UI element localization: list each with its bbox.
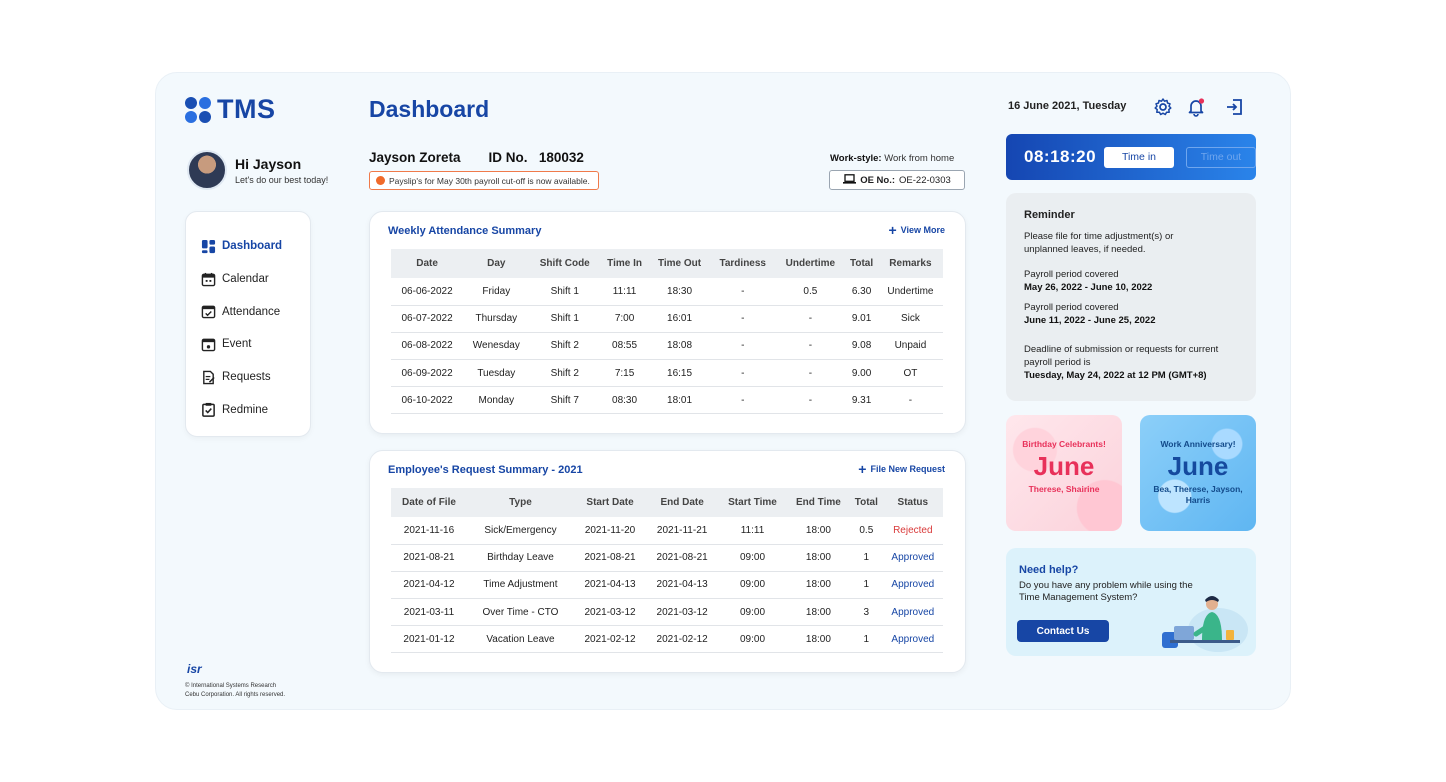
logout-icon[interactable] xyxy=(1225,97,1245,117)
table-cell: 0.5 xyxy=(776,278,846,305)
sidebar-item-label: Attendance xyxy=(222,305,281,318)
workstyle-value: Work from home xyxy=(884,153,955,164)
redmine-icon xyxy=(201,402,216,417)
table-cell: 18:00 xyxy=(787,544,850,571)
sidebar-item-dashboard[interactable] xyxy=(201,230,310,263)
sidebar-item-attendance[interactable] xyxy=(201,295,310,328)
table-row[interactable] xyxy=(391,305,943,332)
table-cell: 11:11 xyxy=(718,517,787,544)
time-clock-panel xyxy=(1006,134,1256,180)
status-badge: Approved xyxy=(883,571,943,598)
attendance-column-header: Time Out xyxy=(649,249,710,278)
table-cell: 08:55 xyxy=(600,332,649,359)
copyright-line: © International Systems Research xyxy=(185,683,277,689)
attendance-column-header: Undertime xyxy=(776,249,846,278)
period2-value: June 11, 2022 - June 25, 2022 xyxy=(1024,315,1156,326)
greeting-subtitle: Let's do our best today! xyxy=(235,174,329,185)
oe-label: OE No.: xyxy=(860,174,896,186)
table-cell: 2021-08-21 xyxy=(574,544,646,571)
employee-info xyxy=(369,150,584,165)
birthday-names: Therese, Shairine xyxy=(1028,484,1100,494)
table-cell: 11:11 xyxy=(600,278,649,305)
table-cell: 2021-11-21 xyxy=(646,517,718,544)
clock-display: 08:18:20 xyxy=(1024,147,1097,166)
plus-icon: + xyxy=(858,461,867,477)
table-cell: Shift 1 xyxy=(530,278,601,305)
user-greeting xyxy=(187,150,328,190)
table-cell: 16:01 xyxy=(649,305,710,332)
table-cell: 18:00 xyxy=(787,517,850,544)
reminder-title: Reminder xyxy=(1024,209,1075,221)
table-cell: 2021-02-12 xyxy=(646,626,718,653)
table-cell: Sick xyxy=(878,305,943,332)
help-text: Do you have any problem while using the Time Management System? xyxy=(1019,580,1193,603)
employee-id xyxy=(489,150,584,165)
status-badge: Rejected xyxy=(883,517,943,544)
table-cell: Thursday xyxy=(463,305,529,332)
table-cell: 0.5 xyxy=(850,517,883,544)
table-cell: 09:00 xyxy=(718,599,787,626)
reminder-text: Please file for time adjustment(s) or unplanned leaves, if needed. xyxy=(1024,231,1174,255)
id-value: 180032 xyxy=(538,150,584,165)
table-cell: 18:00 xyxy=(787,571,850,598)
time-in-button[interactable]: Time in xyxy=(1104,147,1174,168)
requests-column-header: Status xyxy=(883,488,943,517)
gear-icon[interactable] xyxy=(1153,97,1173,117)
sidebar-item-label: Event xyxy=(222,338,252,351)
table-cell: 18:00 xyxy=(787,626,850,653)
calendar-icon xyxy=(201,272,216,287)
period1-value: May 26, 2022 - June 10, 2022 xyxy=(1024,282,1153,293)
birthday-label: Birthday Celebrants! xyxy=(1022,439,1106,449)
table-cell: - xyxy=(710,360,776,387)
requests-column-header: Type xyxy=(467,488,574,517)
work-anniversary-card[interactable] xyxy=(1140,415,1256,531)
attendance-table xyxy=(391,249,943,414)
table-cell: 09:00 xyxy=(718,571,787,598)
table-cell: 2021-03-12 xyxy=(574,599,646,626)
table-cell: 09:00 xyxy=(718,544,787,571)
table-cell: Shift 2 xyxy=(530,360,601,387)
table-cell: 18:08 xyxy=(649,332,710,359)
table-cell: Monday xyxy=(463,387,529,414)
table-row[interactable] xyxy=(391,571,943,598)
sidebar-item-label: Calendar xyxy=(222,273,269,286)
table-cell: 9.31 xyxy=(845,387,878,414)
sidebar-item-requests[interactable] xyxy=(201,361,310,394)
plus-icon: + xyxy=(888,222,897,238)
table-cell: 2021-08-21 xyxy=(391,544,467,571)
workstyle-label: Work-style: xyxy=(830,153,882,164)
avatar[interactable] xyxy=(187,150,227,190)
table-cell: 06-08-2022 xyxy=(391,332,463,359)
table-cell: Unpaid xyxy=(878,332,943,359)
table-cell: Time Adjustment xyxy=(467,571,574,598)
table-cell: 2021-01-12 xyxy=(391,626,467,653)
attendance-icon xyxy=(201,304,216,319)
period2-label: Payroll period covered xyxy=(1024,302,1119,313)
anniversary-names: Bea, Therese, Jayson, Harris xyxy=(1153,484,1243,505)
table-cell: Birthday Leave xyxy=(467,544,574,571)
logo-text: TMS xyxy=(217,94,276,124)
attendance-card xyxy=(369,211,966,434)
attendance-column-header: Remarks xyxy=(878,249,943,278)
request-table xyxy=(391,488,943,653)
table-cell: 1 xyxy=(850,626,883,653)
table-cell: 2021-04-13 xyxy=(646,571,718,598)
table-cell: 1 xyxy=(850,544,883,571)
time-out-button[interactable]: Time out xyxy=(1186,147,1256,168)
table-cell: 2021-03-12 xyxy=(646,599,718,626)
table-cell: 06-09-2022 xyxy=(391,360,463,387)
table-cell: 09:00 xyxy=(718,626,787,653)
table-cell: 2021-04-13 xyxy=(574,571,646,598)
sidebar-item-label: Redmine xyxy=(222,403,269,416)
table-row[interactable] xyxy=(391,387,943,414)
table-cell: - xyxy=(710,305,776,332)
copyright xyxy=(185,682,315,700)
table-row[interactable] xyxy=(391,599,943,626)
deadline-value: Tuesday, May 24, 2022 at 12 PM (GMT+8) xyxy=(1024,370,1207,381)
requests-icon xyxy=(201,370,216,385)
payslip-notice[interactable] xyxy=(369,171,599,190)
anniversary-label: Work Anniversary! xyxy=(1160,439,1236,449)
table-row[interactable] xyxy=(391,626,943,653)
period1-label: Payroll period covered xyxy=(1024,269,1119,280)
table-cell: 3 xyxy=(850,599,883,626)
table-cell: Friday xyxy=(463,278,529,305)
attendance-column-header: Total xyxy=(845,249,878,278)
table-cell: 7:15 xyxy=(600,360,649,387)
id-label: ID No. xyxy=(488,150,528,165)
notice-text: Payslip's for May 30th payroll cut-off is now available. xyxy=(389,175,590,186)
table-cell: - xyxy=(776,332,846,359)
table-cell: 18:30 xyxy=(649,278,710,305)
requests-column-header: Date of File xyxy=(391,488,467,517)
table-cell: 08:30 xyxy=(600,387,649,414)
request-summary-title: Employee's Request Summary - 2021 xyxy=(388,464,583,476)
table-cell: - xyxy=(710,278,776,305)
current-date: 16 June 2021, Tuesday xyxy=(1008,100,1127,112)
table-cell: 16:15 xyxy=(649,360,710,387)
table-cell: Over Time - CTO xyxy=(467,599,574,626)
table-cell: Shift 1 xyxy=(530,305,601,332)
request-summary-card xyxy=(369,450,966,673)
table-cell: - xyxy=(710,387,776,414)
sidebar-item-label: Requests xyxy=(222,371,271,384)
status-badge: Approved xyxy=(883,626,943,653)
table-cell: 9.08 xyxy=(845,332,878,359)
greeting-text: Hi Jayson xyxy=(235,155,302,172)
support-illustration-icon xyxy=(1156,590,1248,654)
requests-column-header: Start Date xyxy=(574,488,646,517)
table-row[interactable] xyxy=(391,278,943,305)
attendance-column-header: Date xyxy=(391,249,463,278)
table-row[interactable] xyxy=(391,332,943,359)
table-cell: Tuesday xyxy=(463,360,529,387)
laptop-icon xyxy=(843,174,856,187)
table-cell: Vacation Leave xyxy=(467,626,574,653)
table-cell: 2021-02-12 xyxy=(574,626,646,653)
help-title: Need help? xyxy=(1019,564,1079,576)
table-row[interactable] xyxy=(391,360,943,387)
attendance-column-header: Tardiness xyxy=(710,249,776,278)
attendance-column-header: Time In xyxy=(600,249,649,278)
table-cell: 9.01 xyxy=(845,305,878,332)
alert-icon xyxy=(376,176,385,185)
bell-icon[interactable] xyxy=(1186,97,1206,117)
table-cell: - xyxy=(776,387,846,414)
view-more-link[interactable] xyxy=(888,222,945,238)
sidebar-item-event[interactable] xyxy=(201,328,310,361)
isr-logo: isr xyxy=(187,662,202,676)
tms-logo[interactable] xyxy=(185,94,276,125)
dashboard-icon xyxy=(201,239,216,254)
table-row[interactable] xyxy=(391,544,943,571)
table-row[interactable] xyxy=(391,517,943,544)
table-cell: 06-06-2022 xyxy=(391,278,463,305)
deadline-label: Deadline of submission or requests for current payroll period is xyxy=(1024,344,1219,368)
birthday-month: June xyxy=(1033,451,1095,481)
birthday-celebrants-card[interactable] xyxy=(1006,415,1122,531)
logo-mark-icon xyxy=(185,97,211,123)
employee-name: Jayson Zoreta xyxy=(369,150,461,165)
oe-badge xyxy=(829,170,965,190)
page-title: Dashboard xyxy=(369,96,490,122)
attendance-title: Weekly Attendance Summary xyxy=(388,225,542,237)
view-more-label: View More xyxy=(900,225,945,235)
file-new-request-label: File New Request xyxy=(870,464,945,474)
requests-column-header: Start Time xyxy=(718,488,787,517)
copyright-line: Cebu Corporation. All rights reserved. xyxy=(185,692,286,698)
attendance-column-header: Shift Code xyxy=(530,249,601,278)
requests-column-header: End Time xyxy=(787,488,850,517)
table-cell: 2021-11-16 xyxy=(391,517,467,544)
sidebar-item-calendar[interactable] xyxy=(201,263,310,296)
table-cell: OT xyxy=(878,360,943,387)
table-cell: 2021-04-12 xyxy=(391,571,467,598)
oe-value: OE-22-0303 xyxy=(899,174,951,186)
table-cell: - xyxy=(878,387,943,414)
table-cell: Undertime xyxy=(878,278,943,305)
table-cell: 2021-03-11 xyxy=(391,599,467,626)
table-cell: 06-10-2022 xyxy=(391,387,463,414)
anniversary-month: June xyxy=(1167,451,1229,481)
table-cell: 2021-11-20 xyxy=(574,517,646,544)
table-cell: Sick/Emergency xyxy=(467,517,574,544)
table-cell: 1 xyxy=(850,571,883,598)
attendance-column-header: Day xyxy=(463,249,529,278)
sidebar-nav xyxy=(185,211,311,437)
table-cell: - xyxy=(776,360,846,387)
status-badge: Approved xyxy=(883,599,943,626)
table-cell: Shift 7 xyxy=(530,387,601,414)
requests-column-header: Total xyxy=(850,488,883,517)
table-cell: 18:01 xyxy=(649,387,710,414)
requests-column-header: End Date xyxy=(646,488,718,517)
file-new-request-link[interactable] xyxy=(858,461,945,477)
reminder-panel xyxy=(1006,193,1256,401)
table-cell: 2021-08-21 xyxy=(646,544,718,571)
table-cell: 9.00 xyxy=(845,360,878,387)
table-cell: 18:00 xyxy=(787,599,850,626)
table-cell: 7:00 xyxy=(600,305,649,332)
sidebar-item-redmine[interactable] xyxy=(201,393,310,426)
workstyle xyxy=(830,153,954,164)
table-cell: Shift 2 xyxy=(530,332,601,359)
table-cell: 06-07-2022 xyxy=(391,305,463,332)
event-icon xyxy=(201,337,216,352)
table-cell: - xyxy=(776,305,846,332)
table-cell: 6.30 xyxy=(845,278,878,305)
sidebar-item-label: Dashboard xyxy=(222,240,283,253)
status-badge: Approved xyxy=(883,544,943,571)
table-cell: Wenesday xyxy=(463,332,529,359)
contact-us-button[interactable]: Contact Us xyxy=(1017,620,1109,642)
help-panel xyxy=(1006,548,1256,656)
table-cell: - xyxy=(710,332,776,359)
